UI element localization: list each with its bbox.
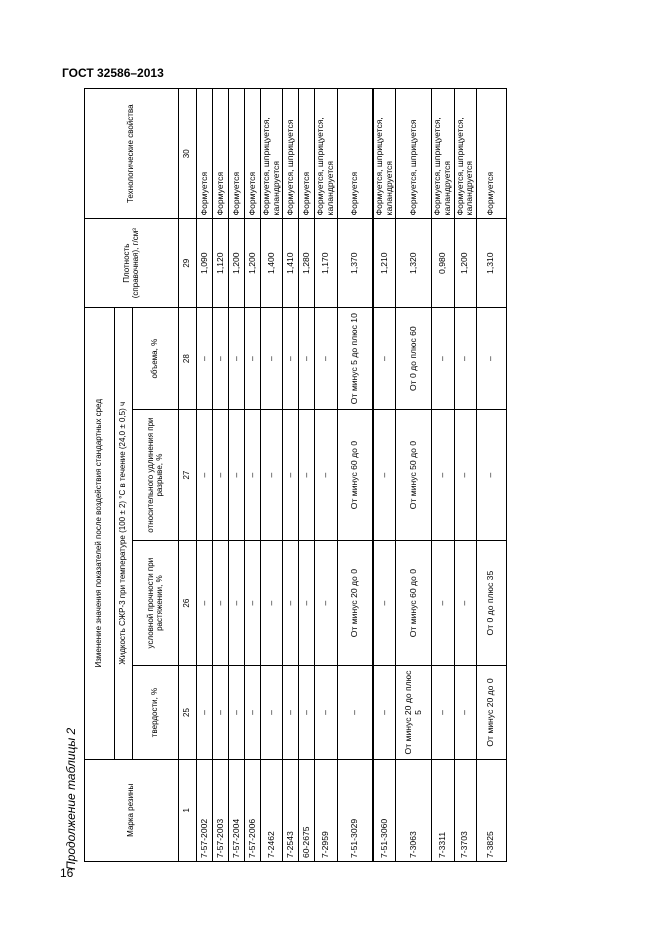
table-row	[299, 89, 315, 862]
rubber-mark-cell: 7-57-2002	[197, 759, 213, 861]
table-cell: –	[197, 410, 213, 540]
table-cell: –	[261, 410, 283, 540]
rubber-mark-cell: 7-3311	[432, 759, 454, 861]
table-cell: 1,210	[373, 219, 396, 307]
rubber-mark-cell: 60-2675	[299, 759, 315, 861]
table-cell: –	[283, 410, 299, 540]
header-row-1	[85, 89, 115, 862]
table-cell: –	[299, 540, 315, 666]
rubber-mark-cell: 7-3063	[396, 759, 432, 861]
header-strength: условной прочности при растяжении, %	[133, 540, 179, 666]
table-cell: –	[213, 307, 229, 410]
header-volume: объема, %	[133, 307, 179, 410]
col-number: 29	[179, 219, 197, 307]
table-cell: –	[197, 666, 213, 759]
table-cell: –	[299, 307, 315, 410]
table-row	[197, 89, 213, 862]
table-row	[396, 89, 432, 862]
table-cell: –	[283, 666, 299, 759]
table-row	[229, 89, 245, 862]
document-id: ГОСТ 32586–2013	[62, 66, 164, 80]
rotated-table-wrapper	[84, 88, 496, 862]
rubber-mark-cell: 7-2462	[261, 759, 283, 861]
table-cell: –	[315, 540, 337, 666]
table-cell: –	[229, 307, 245, 410]
table-cell: 0,980	[432, 219, 454, 307]
table-row	[261, 89, 283, 862]
rubber-mark-cell: 7-51-3060	[373, 759, 396, 861]
col-number: 1	[179, 759, 197, 861]
page-number: 16	[60, 866, 74, 880]
table-cell: –	[432, 307, 454, 410]
table-cell: –	[299, 666, 315, 759]
table-cell: –	[454, 410, 476, 540]
table-row	[454, 89, 476, 862]
table-cell: От минус 20 до 0	[476, 666, 506, 759]
table-caption: Продолжение таблицы 2	[64, 727, 78, 870]
table-cell: –	[373, 410, 396, 540]
table-cell: Формуется, шприцуется, каландруется	[432, 89, 454, 219]
table-cell: –	[261, 540, 283, 666]
table-caption-wrapper	[62, 710, 78, 870]
table-cell: Формуется, шприцуется, каландруется	[454, 89, 476, 219]
col-number: 25	[179, 666, 197, 759]
table-cell: Формуется, шприцуется, каландруется	[315, 89, 337, 219]
table-cell: Формуется	[337, 89, 373, 219]
table-cell: –	[213, 410, 229, 540]
table-cell: Формуется, шприцуется, каландруется	[261, 89, 283, 219]
col-number: 26	[179, 540, 197, 666]
table-cell: –	[373, 307, 396, 410]
table-cell: –	[454, 540, 476, 666]
table-cell: –	[261, 666, 283, 759]
header-mark: Марка резины	[85, 759, 179, 861]
table-cell: –	[299, 410, 315, 540]
header-tech: Технологические свойства	[85, 89, 179, 219]
table-cell: 1,170	[315, 219, 337, 307]
table-cell: Формуется, шприцуется, каландруется	[373, 89, 396, 219]
table-cell: –	[454, 666, 476, 759]
table-row	[315, 89, 337, 862]
table-row	[432, 89, 454, 862]
table-cell: От минус 5 до плюс 10	[337, 307, 373, 410]
table-cell: 1,120	[213, 219, 229, 307]
table-cell: От минус 50 до 0	[396, 410, 432, 540]
rubber-mark-cell: 7-51-3029	[337, 759, 373, 861]
header-changes: Изменение значения показателей после воздействия стандартных сред	[85, 307, 115, 759]
rubber-mark-cell: 7-3825	[476, 759, 506, 861]
table-cell: Формуется	[229, 89, 245, 219]
rubber-mark-cell: 7-57-2006	[245, 759, 261, 861]
table-cell: Формуется, шприцуется	[283, 89, 299, 219]
table-cell: 1,200	[454, 219, 476, 307]
col-number: 27	[179, 410, 197, 540]
header-liquid: Жидкость СЖР-3 при температуре (100 ± 2) °С в течение (24,0 ± 0,5) ч	[115, 307, 133, 759]
table-row	[213, 89, 229, 862]
table-cell: –	[315, 307, 337, 410]
table-cell: –	[373, 666, 396, 759]
table-cell: 1,410	[283, 219, 299, 307]
table-row	[373, 89, 396, 862]
table-cell: –	[476, 307, 506, 410]
table-cell: Формуется	[476, 89, 506, 219]
table-cell: –	[432, 666, 454, 759]
table-cell: –	[245, 410, 261, 540]
rubber-mark-cell: 7-57-2004	[229, 759, 245, 861]
table-cell: 1,280	[299, 219, 315, 307]
table-cell: 1,320	[396, 219, 432, 307]
table-cell: –	[197, 307, 213, 410]
table-row	[476, 89, 506, 862]
table-cell: Формуется	[245, 89, 261, 219]
table-cell: От 0 до плюс 60	[396, 307, 432, 410]
rubber-mark-cell: 7-57-2003	[213, 759, 229, 861]
table-cell: 1,370	[337, 219, 373, 307]
table-cell: –	[229, 410, 245, 540]
table-cell: –	[229, 666, 245, 759]
table-cell: Формуется	[213, 89, 229, 219]
table-row	[337, 89, 373, 862]
table-cell: –	[373, 540, 396, 666]
col-number: 30	[179, 89, 197, 219]
table-cell: Формуется	[197, 89, 213, 219]
column-number-row	[179, 89, 197, 862]
table-cell: –	[229, 540, 245, 666]
table-cell: 1,200	[229, 219, 245, 307]
table-cell: Формуется	[299, 89, 315, 219]
data-table	[84, 88, 507, 862]
table-cell: –	[283, 307, 299, 410]
table-cell: –	[245, 307, 261, 410]
table-cell: –	[245, 666, 261, 759]
table-cell: –	[315, 410, 337, 540]
table-cell: 1,310	[476, 219, 506, 307]
header-elongation: относительного удлинения при разрыве, %	[133, 410, 179, 540]
table-cell: –	[245, 540, 261, 666]
table-cell: –	[197, 540, 213, 666]
header-hardness: твердости, %	[133, 666, 179, 759]
table-cell: От минус 20 до 0	[337, 540, 373, 666]
table-cell: –	[454, 307, 476, 410]
col-number: 28	[179, 307, 197, 410]
table-cell: От минус 60 до 0	[396, 540, 432, 666]
table-cell: –	[432, 410, 454, 540]
table-row	[283, 89, 299, 862]
table-cell: –	[283, 540, 299, 666]
table-cell: 1,200	[245, 219, 261, 307]
rubber-mark-cell: 7-2959	[315, 759, 337, 861]
table-cell: 1,090	[197, 219, 213, 307]
header-density: Плотность (справочная), г/см³	[85, 219, 179, 307]
table-row	[245, 89, 261, 862]
table-cell: –	[261, 307, 283, 410]
table-cell: –	[432, 540, 454, 666]
rubber-mark-cell: 7-2543	[283, 759, 299, 861]
table-cell: От 0 до плюс 35	[476, 540, 506, 666]
table-cell: От минус 20 до плюс 5	[396, 666, 432, 759]
table-cell: –	[337, 666, 373, 759]
rubber-mark-cell: 7-3703	[454, 759, 476, 861]
table-cell: 1,400	[261, 219, 283, 307]
table-cell: –	[476, 410, 506, 540]
table-cell: От минус 60 до 0	[337, 410, 373, 540]
table-cell: –	[315, 666, 337, 759]
table-cell: Формуется, шприцуется	[396, 89, 432, 219]
table-cell: –	[213, 540, 229, 666]
table-cell: –	[213, 666, 229, 759]
